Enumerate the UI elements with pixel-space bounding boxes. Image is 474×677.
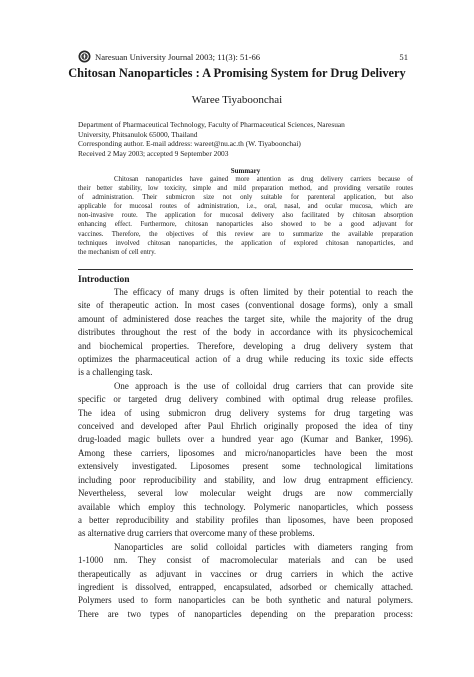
university-seal-icon bbox=[78, 50, 91, 63]
body-line: One approach is the use of colloidal drug carriers that can provide site bbox=[114, 380, 413, 391]
body-line: The efficacy of many drugs is often limited by their potential to reach the bbox=[114, 287, 413, 297]
body-line: There are two types of nanoparticles depending on the preparation process: bbox=[78, 608, 413, 619]
received-date-line: Received 2 May 2003; accepted 9 September 2003 bbox=[78, 148, 229, 158]
summary-line: vaccines. Therefore, the objectives of this review are to summarize the available preparation bbox=[78, 230, 413, 238]
summary-abstract bbox=[78, 175, 413, 257]
summary-line: enhancing effect. Furthermore, chitosan nanoparticles also showed to be a good adjuvant for bbox=[78, 221, 413, 229]
body-line: specific or targeted drug delivery combined with optimal drug release profiles. bbox=[78, 394, 413, 405]
summary-line: their better stability, low toxicity, simple and mild preparation method, and providing versatile routes bbox=[78, 185, 413, 193]
running-header bbox=[78, 50, 408, 64]
introduction-body bbox=[78, 286, 413, 621]
body-line: optimizes the pharmaceutical action of a drug while reducing its toxic side effects bbox=[78, 354, 413, 365]
body-line: therapeutically as adjuvant in vaccines or drug carriers in which the active bbox=[78, 568, 413, 579]
affiliation-line: Department of Pharmaceutical Technology, Faculty of Pharmaceutical Sciences, Naresuan bbox=[78, 120, 345, 129]
body-line: distributes throughout the rest of the body in accordance with its physicochemical bbox=[78, 327, 413, 338]
body-line: conceived and developed after Paul Ehrlich originally proposed the idea of tiny bbox=[78, 421, 413, 432]
body-line: The idea of using submicron drug delivery systems for drug targeting was bbox=[78, 407, 413, 418]
body-line: Polymers used to form nanoparticles can be both synthetic and natural polymers. bbox=[78, 595, 413, 606]
body-line-italic: is a challenging task. bbox=[78, 367, 153, 378]
section-divider bbox=[78, 269, 413, 270]
summary-line: the mechanism of cell entry. bbox=[78, 248, 156, 256]
body-line: amount of administered dose reaches the target site, while the majority of the drug bbox=[78, 313, 413, 324]
page-number: 51 bbox=[399, 52, 408, 62]
summary-line: Chitosan nanoparticles have gained more attention as drug delivery carriers because of bbox=[114, 176, 413, 183]
body-line: a better reproducibility and stability profiles than liposomes, have been proposed bbox=[78, 514, 413, 525]
summary-line: techniques involved chitosan nanoparticles, the application of explored chitosan nanoparticles, and bbox=[78, 239, 413, 247]
body-line: and biochemical properties. Therefore, developing a drug delivery system that bbox=[78, 340, 413, 351]
author-name: Waree Tiyaboonchai bbox=[191, 94, 283, 106]
body-line: drug-loaded magic bullets over a hundred year ago (Kumar and Banker, 1996). bbox=[78, 434, 413, 445]
body-line: including poor reproducibility and stability, and low drug entrapment efficiency. bbox=[78, 474, 413, 485]
body-line: ingredient is dissolved, entrapped, encapsulated, adsorbed or chemically attached. bbox=[78, 581, 413, 592]
summary-line: of administration. Their submicron size not only suitable for parenteral application, but also bbox=[78, 194, 413, 202]
summary-heading: Summary bbox=[230, 167, 261, 175]
corresponding-author-line: Corresponding author. E-mail address: wareet@nu.ac.th (W. Tiyaboonchai) bbox=[78, 139, 301, 149]
body-line: extensively investigated. Liposomes present some technological limitations bbox=[78, 461, 413, 472]
summary-line: non-invasive route. The application for mucosal delivery also facilitated by chitosan absorption bbox=[78, 212, 413, 220]
body-line: available which employ this technology. Polymeric nanoparticles, which possess bbox=[78, 501, 413, 512]
body-line: Nanoparticles are solid colloidal particles with diameters ranging from bbox=[114, 541, 413, 552]
article-title: Chitosan Nanoparticles : A Promising System for Drug Delivery bbox=[68, 66, 406, 80]
journal-citation: Naresuan University Journal 2003; 11(3): 51-66 bbox=[95, 52, 261, 62]
body-line: Nevertheless, several low molecular weight drugs are now commercially bbox=[78, 488, 413, 499]
body-line: site of therapeutic action. In most cases (conventional dosage forms), only a small bbox=[78, 300, 413, 311]
affiliation-line: University, Phitsanulok 65000, Thailand bbox=[78, 129, 198, 139]
body-line: 1-1000 nm. They consist of macromolecular materials and can be used bbox=[78, 555, 413, 566]
body-line: as alternative drug carriers that overcome many of these problems. bbox=[78, 528, 315, 539]
summary-line: applicable for mucosal routes of administration, i.e., oral, nasal, and ocular mucosa, which are bbox=[78, 203, 413, 211]
author-affiliation bbox=[78, 120, 413, 158]
body-line: Among these carriers, liposomes and micro/nanoparticles have been the most bbox=[78, 447, 413, 458]
introduction-heading: Introduction bbox=[78, 275, 130, 285]
